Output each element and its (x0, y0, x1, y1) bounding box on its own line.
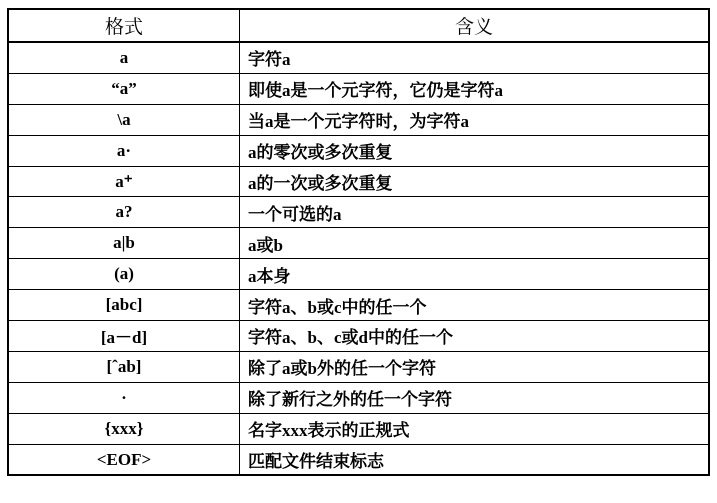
table-row (8, 444, 709, 475)
format-cell: [a－d] (8, 321, 240, 352)
format-cell: {xxx} (8, 413, 240, 444)
meaning-cell: 字符a、b或c中的任一个 (240, 290, 710, 321)
meaning-cell: 即使a是一个元字符，它仍是字符a (240, 73, 710, 104)
meaning-cell: 字符a、b、c或d中的任一个 (240, 321, 710, 352)
meaning-cell: a的零次或多次重复 (240, 135, 710, 166)
meaning-cell: 除了a或b外的任一个字符 (240, 351, 710, 382)
meaning-cell: 字符a (240, 42, 710, 73)
format-cell: [abc] (8, 290, 240, 321)
table-row (8, 135, 709, 166)
meaning-cell: 除了新行之外的任一个字符 (240, 382, 710, 413)
format-cell: <EOF> (8, 444, 240, 475)
table-row (8, 104, 709, 135)
table-row (8, 382, 709, 413)
table-row (8, 413, 709, 444)
meaning-cell: a的一次或多次重复 (240, 166, 710, 197)
format-cell: a (8, 42, 240, 73)
table-row (8, 228, 709, 259)
format-cell: [ˆab] (8, 351, 240, 382)
format-cell: (a) (8, 259, 240, 290)
table-row (8, 42, 709, 73)
format-cell: a? (8, 197, 240, 228)
table-row (8, 321, 709, 352)
format-cell: · (8, 382, 240, 413)
meaning-cell: 匹配文件结束标志 (240, 444, 710, 475)
format-cell: a· (8, 135, 240, 166)
format-cell: a⁺ (8, 166, 240, 197)
format-cell: “a” (8, 73, 240, 104)
table-row (8, 197, 709, 228)
table-row (8, 259, 709, 290)
table-row (8, 166, 709, 197)
meaning-cell: a本身 (240, 259, 710, 290)
format-cell: \a (8, 104, 240, 135)
meaning-cell: 一个可选的a (240, 197, 710, 228)
format-cell: a|b (8, 228, 240, 259)
header-format: 格式 (8, 9, 240, 42)
table-row (8, 73, 709, 104)
table-header-row (8, 9, 709, 42)
meaning-cell: 当a是一个元字符时，为字符a (240, 104, 710, 135)
header-meaning: 含义 (240, 9, 710, 42)
table-row (8, 351, 709, 382)
meaning-cell: a或b (240, 228, 710, 259)
regex-notation-table (7, 8, 710, 476)
meaning-cell: 名字xxx表示的正规式 (240, 413, 710, 444)
table-row (8, 290, 709, 321)
